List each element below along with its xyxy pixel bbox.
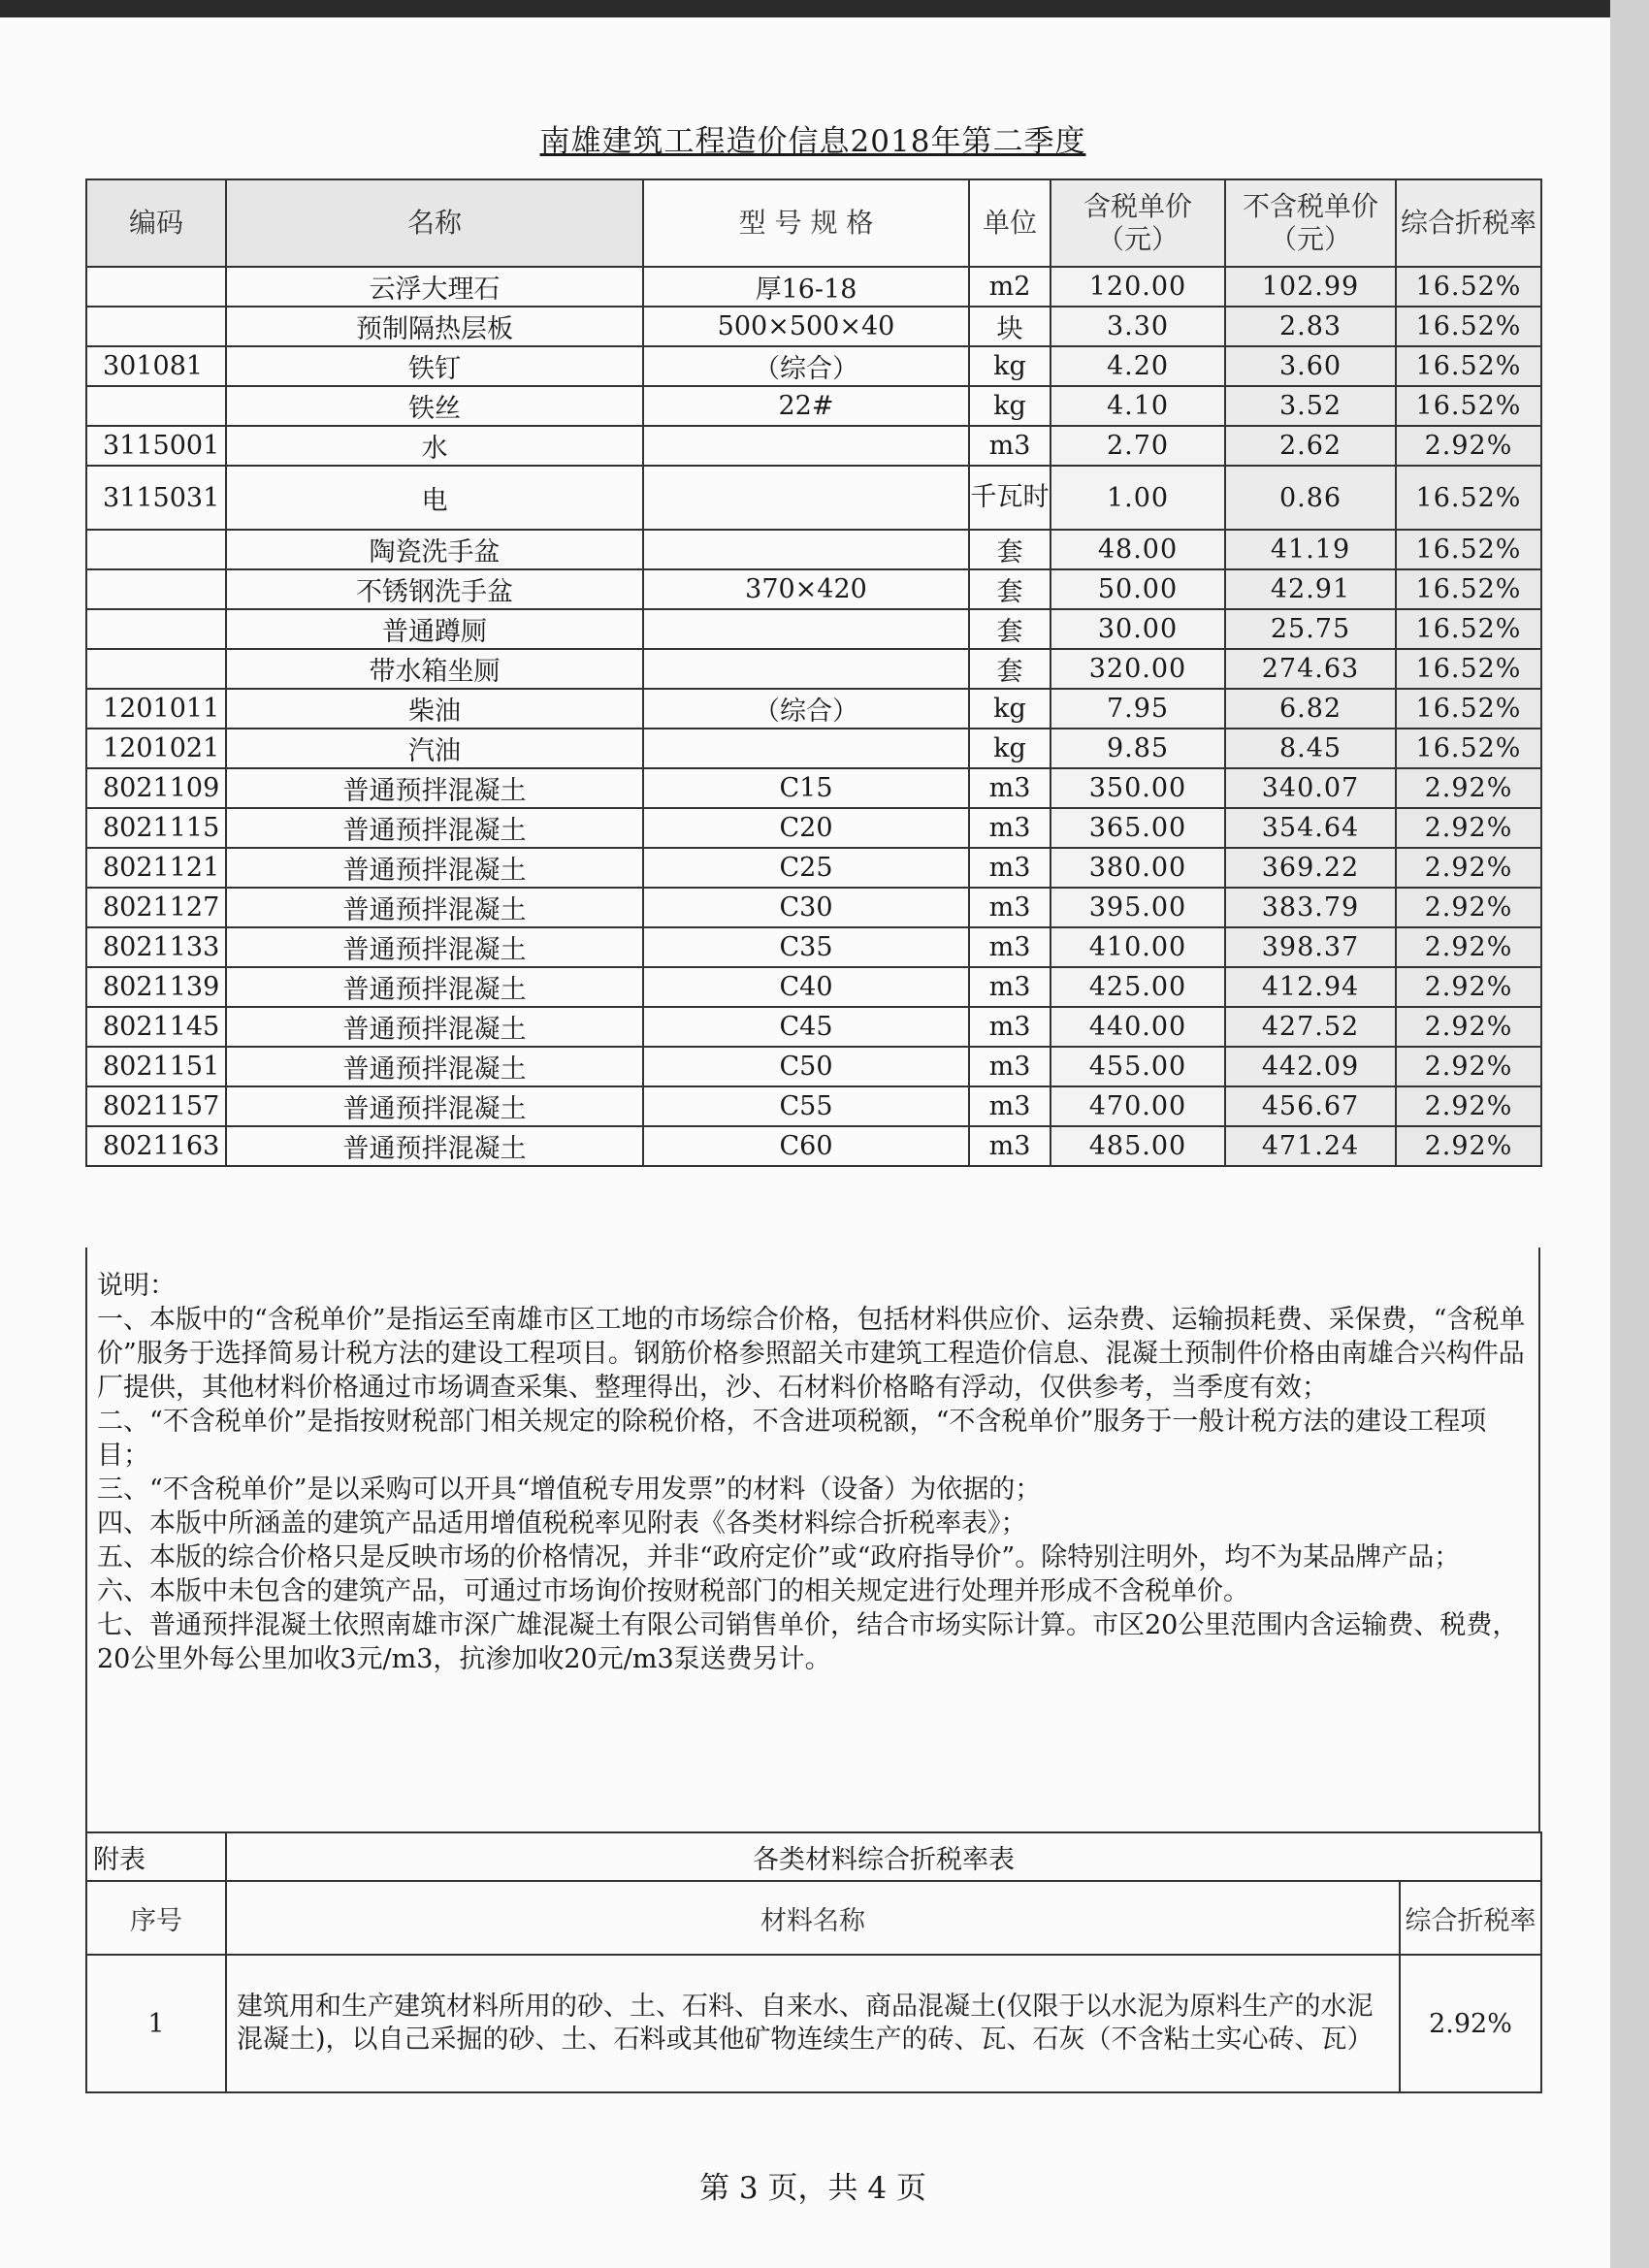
row-spec <box>643 530 969 569</box>
row-code: 8021121 <box>86 848 226 888</box>
row-price-incl-tax: 7.95 <box>1051 689 1225 729</box>
row-tax-rate: 2.92% <box>1396 808 1541 848</box>
row-code: 8021109 <box>86 768 226 808</box>
price-row <box>86 346 1541 386</box>
row-tax-rate: 16.52% <box>1396 307 1541 346</box>
row-spec: C30 <box>643 888 969 927</box>
row-name: 预制隔热层板 <box>226 307 643 346</box>
row-code <box>86 307 226 346</box>
row-code <box>86 530 226 569</box>
row-code: 1201011 <box>86 689 226 729</box>
appendix-title-row <box>86 1832 1541 1881</box>
row-spec: C20 <box>643 808 969 848</box>
row-price-incl-tax: 365.00 <box>1051 808 1225 848</box>
row-price-incl-tax: 9.85 <box>1051 729 1225 768</box>
row-price-incl-tax: 485.00 <box>1051 1126 1225 1166</box>
appendix-table <box>85 1831 1542 2093</box>
row-name: 不锈钢洗手盆 <box>226 569 643 609</box>
row-tax-rate: 16.52% <box>1396 689 1541 729</box>
price-table <box>85 178 1542 1167</box>
row-code: 3115001 <box>86 426 226 466</box>
row-spec <box>643 466 969 530</box>
row-code <box>86 267 226 307</box>
row-tax-rate: 16.52% <box>1396 729 1541 768</box>
page-footer: 第 3 页，共 4 页 <box>699 2171 926 2206</box>
row-tax-rate: 2.92% <box>1396 848 1541 888</box>
row-spec: C50 <box>643 1047 969 1086</box>
document-page <box>0 17 1610 2268</box>
row-spec: 厚16-18 <box>643 267 969 307</box>
note-item: 二、“不含税单价”是指按财税部门相关规定的除税价格，不含进项税额，“不含税单价”服务于一般计税方法的建设工程项目； <box>97 1407 1487 1471</box>
row-spec <box>643 729 969 768</box>
price-row <box>86 1047 1541 1086</box>
row-spec: （综合） <box>643 689 969 729</box>
scan-edge-right <box>1610 0 1649 2268</box>
unit-text: m3 <box>988 1091 1031 1121</box>
row-unit <box>969 848 1051 888</box>
row-price-incl-tax: 4.10 <box>1051 386 1225 426</box>
row-unit <box>969 1047 1051 1086</box>
price-row <box>86 927 1541 967</box>
row-tax-rate: 2.92% <box>1396 1007 1541 1047</box>
appendix-title: 各类材料综合折税率表 <box>226 1832 1541 1881</box>
row-tax-rate: 2.92% <box>1396 1047 1541 1086</box>
row-spec: C40 <box>643 967 969 1007</box>
row-price-incl-tax: 3.30 <box>1051 307 1225 346</box>
row-price-excl-tax: 41.19 <box>1225 530 1396 569</box>
row-price-incl-tax: 48.00 <box>1051 530 1225 569</box>
row-tax-rate: 16.52% <box>1396 346 1541 386</box>
row-price-incl-tax: 30.00 <box>1051 609 1225 649</box>
row-tax-rate: 16.52% <box>1396 649 1541 689</box>
row-price-incl-tax: 4.20 <box>1051 346 1225 386</box>
page-title: 南雄建筑工程造价信息2018年第二季度 <box>539 124 1086 159</box>
row-name: 普通预拌混凝土 <box>226 768 643 808</box>
row-price-incl-tax: 50.00 <box>1051 569 1225 609</box>
row-name: 普通预拌混凝土 <box>226 888 643 927</box>
price-row <box>86 267 1541 307</box>
row-price-excl-tax: 354.64 <box>1225 808 1396 848</box>
header-spec: 型 号 规 格 <box>643 179 969 267</box>
row-price-incl-tax: 425.00 <box>1051 967 1225 1007</box>
appendix-label: 附表 <box>86 1832 226 1881</box>
note-item: 六、本版中未包含的建筑产品，可通过市场询价按财税部门的相关规定进行处理并形成不含税单价。 <box>97 1576 1249 1606</box>
row-name: 普通蹲厕 <box>226 609 643 649</box>
row-code: 8021133 <box>86 927 226 967</box>
price-row <box>86 768 1541 808</box>
appendix-header-name: 材料名称 <box>226 1881 1400 1955</box>
row-unit <box>969 1126 1051 1166</box>
row-code: 8021163 <box>86 1126 226 1166</box>
row-code: 8021115 <box>86 808 226 848</box>
row-tax-rate: 2.92% <box>1396 967 1541 1007</box>
header-unit: 单位 <box>969 179 1051 267</box>
row-price-excl-tax: 0.86 <box>1225 466 1396 530</box>
note-item: 七、普通预拌混凝土依照南雄市深广雄混凝土有限公司销售单价，结合市场实际计算。市区20公里范围内含运输费、税费，20公里外每公里加收3元/m3，抗渗加收20元/m3泵送费另计。 <box>97 1610 1519 1674</box>
row-tax-rate: 2.92% <box>1396 1126 1541 1166</box>
price-row <box>86 888 1541 927</box>
row-name: 汽油 <box>226 729 643 768</box>
price-table-header <box>86 179 1541 267</box>
row-price-excl-tax: 3.60 <box>1225 346 1396 386</box>
row-unit <box>969 808 1051 848</box>
row-tax-rate: 16.52% <box>1396 530 1541 569</box>
row-unit: kg <box>969 689 1051 729</box>
row-code: 8021151 <box>86 1047 226 1086</box>
appendix-header-no: 序号 <box>86 1881 226 1955</box>
row-name: 普通预拌混凝土 <box>226 967 643 1007</box>
row-price-incl-tax: 1.00 <box>1051 466 1225 530</box>
row-unit <box>969 1007 1051 1047</box>
notes-section <box>85 1247 1540 1833</box>
row-unit: kg <box>969 386 1051 426</box>
price-row <box>86 689 1541 729</box>
row-price-excl-tax: 456.67 <box>1225 1086 1396 1126</box>
row-unit <box>969 888 1051 927</box>
row-spec: C55 <box>643 1086 969 1126</box>
row-spec: 370×420 <box>643 569 969 609</box>
row-unit: 块 <box>969 307 1051 346</box>
row-name: 普通预拌混凝土 <box>226 1007 643 1047</box>
row-spec: C15 <box>643 768 969 808</box>
row-tax-rate: 16.52% <box>1396 466 1541 530</box>
price-row <box>86 1007 1541 1047</box>
row-tax-rate: 2.92% <box>1396 927 1541 967</box>
row-unit <box>969 267 1051 307</box>
unit-text: m3 <box>988 853 1031 883</box>
row-unit <box>969 1086 1051 1126</box>
row-unit: kg <box>969 729 1051 768</box>
row-price-excl-tax: 2.83 <box>1225 307 1396 346</box>
notes-heading: 说明： <box>97 1271 176 1301</box>
row-spec: C35 <box>643 927 969 967</box>
row-price-excl-tax: 25.75 <box>1225 609 1396 649</box>
header-name: 名称 <box>226 179 643 267</box>
row-code <box>86 569 226 609</box>
price-row <box>86 1086 1541 1126</box>
price-row <box>86 1126 1541 1166</box>
row-name: 带水箱坐厕 <box>226 649 643 689</box>
row-price-excl-tax: 102.99 <box>1225 267 1396 307</box>
row-spec: 22# <box>643 386 969 426</box>
price-row <box>86 307 1541 346</box>
row-spec <box>643 649 969 689</box>
row-code: 301081 <box>86 346 226 386</box>
row-price-incl-tax: 470.00 <box>1051 1086 1225 1126</box>
unit-text: m2 <box>988 272 1031 302</box>
note-item: 三、“不含税单价”是以采购可以开具“增值税专用发票”的材料（设备）为依据的； <box>97 1474 1042 1505</box>
unit-text: m3 <box>988 1052 1031 1082</box>
row-name: 铁钉 <box>226 346 643 386</box>
row-price-excl-tax: 6.82 <box>1225 689 1396 729</box>
row-tax-rate: 16.52% <box>1396 267 1541 307</box>
row-name: 普通预拌混凝土 <box>226 808 643 848</box>
row-unit <box>969 967 1051 1007</box>
row-spec: C25 <box>643 848 969 888</box>
row-tax-rate: 16.52% <box>1396 609 1541 649</box>
row-spec <box>643 609 969 649</box>
row-code: 8021157 <box>86 1086 226 1126</box>
row-tax-rate: 16.52% <box>1396 386 1541 426</box>
row-name: 普通预拌混凝土 <box>226 1086 643 1126</box>
row-price-excl-tax: 442.09 <box>1225 1047 1396 1086</box>
row-name: 普通预拌混凝土 <box>226 848 643 888</box>
row-spec: （综合） <box>643 346 969 386</box>
appendix-header-rate: 综合折税率 <box>1400 1881 1541 1955</box>
unit-text: m3 <box>988 773 1031 803</box>
row-unit: 套 <box>969 609 1051 649</box>
row-price-incl-tax: 410.00 <box>1051 927 1225 967</box>
row-code <box>86 649 226 689</box>
row-code: 8021145 <box>86 1007 226 1047</box>
row-price-incl-tax: 440.00 <box>1051 1007 1225 1047</box>
row-price-excl-tax: 427.52 <box>1225 1007 1396 1047</box>
unit-text: m3 <box>988 932 1031 962</box>
price-row <box>86 530 1541 569</box>
row-price-incl-tax: 380.00 <box>1051 848 1225 888</box>
appendix-header-row <box>86 1881 1541 1955</box>
row-name: 陶瓷洗手盆 <box>226 530 643 569</box>
price-row <box>86 386 1541 426</box>
row-price-excl-tax: 42.91 <box>1225 569 1396 609</box>
row-spec: C60 <box>643 1126 969 1166</box>
scan-edge-top <box>0 0 1649 17</box>
header-price-excl-tax: 不含税单价（元） <box>1225 179 1396 267</box>
row-price-excl-tax: 2.62 <box>1225 426 1396 466</box>
row-price-excl-tax: 3.52 <box>1225 386 1396 426</box>
row-price-excl-tax: 274.63 <box>1225 649 1396 689</box>
row-code: 8021139 <box>86 967 226 1007</box>
row-price-excl-tax: 412.94 <box>1225 967 1396 1007</box>
price-row <box>86 569 1541 609</box>
row-unit <box>969 426 1051 466</box>
price-table-body <box>86 267 1541 1166</box>
note-item: 四、本版中所涵盖的建筑产品适用增值税税率见附表《各类材料综合折税率表》； <box>97 1508 1027 1539</box>
price-row <box>86 729 1541 768</box>
price-row <box>86 808 1541 848</box>
price-row <box>86 609 1541 649</box>
row-unit: 套 <box>969 649 1051 689</box>
row-spec <box>643 426 969 466</box>
header-code: 编码 <box>86 179 226 267</box>
row-price-incl-tax: 455.00 <box>1051 1047 1225 1086</box>
row-price-excl-tax: 340.07 <box>1225 768 1396 808</box>
row-price-excl-tax: 8.45 <box>1225 729 1396 768</box>
row-tax-rate: 2.92% <box>1396 888 1541 927</box>
row-unit: 套 <box>969 569 1051 609</box>
row-price-incl-tax: 2.70 <box>1051 426 1225 466</box>
row-name: 水 <box>226 426 643 466</box>
row-name: 电 <box>226 466 643 530</box>
row-code: 8021127 <box>86 888 226 927</box>
row-name: 普通预拌混凝土 <box>226 1126 643 1166</box>
unit-text: m3 <box>988 1012 1031 1042</box>
unit-text: m3 <box>988 972 1031 1002</box>
row-name: 普通预拌混凝土 <box>226 1047 643 1086</box>
row-price-incl-tax: 350.00 <box>1051 768 1225 808</box>
row-price-excl-tax: 471.24 <box>1225 1126 1396 1166</box>
header-tax-rate: 综合折税率 <box>1396 179 1541 267</box>
row-name: 云浮大理石 <box>226 267 643 307</box>
row-code <box>86 609 226 649</box>
appendix-row-rate: 2.92% <box>1400 1955 1541 2092</box>
row-price-excl-tax: 369.22 <box>1225 848 1396 888</box>
appendix-row <box>86 1955 1541 2092</box>
row-code: 1201021 <box>86 729 226 768</box>
unit-text: m3 <box>988 892 1031 923</box>
row-tax-rate: 2.92% <box>1396 1086 1541 1126</box>
row-tax-rate: 2.92% <box>1396 426 1541 466</box>
header-price-incl-tax: 含税单价（元） <box>1051 179 1225 267</box>
row-unit: 千瓦时 <box>969 466 1051 530</box>
row-price-incl-tax: 395.00 <box>1051 888 1225 927</box>
row-name: 普通预拌混凝土 <box>226 927 643 967</box>
row-name: 铁丝 <box>226 386 643 426</box>
row-unit <box>969 927 1051 967</box>
row-code <box>86 386 226 426</box>
row-price-excl-tax: 398.37 <box>1225 927 1396 967</box>
price-row <box>86 426 1541 466</box>
row-unit: 套 <box>969 530 1051 569</box>
row-spec: C45 <box>643 1007 969 1047</box>
price-row <box>86 848 1541 888</box>
note-item: 一、本版中的“含税单价”是指运至南雄市区工地的市场综合价格，包括材料供应价、运杂费、运输损耗费、采保费，“含税单价”服务于选择简易计税方法的建设工程项目。钢筋价格参照韶关市建筑工程造价信息、混凝土预制件价格由南雄合兴构件品厂提供，其他材料价格通过市场调查采集、整理得出，沙、石材料价格略有浮动，仅供参考，当季度有效； <box>97 1305 1526 1403</box>
row-tax-rate: 16.52% <box>1396 569 1541 609</box>
row-spec: 500×500×40 <box>643 307 969 346</box>
appendix-row-no: 1 <box>86 1955 226 2092</box>
appendix-row-name: 建筑用和生产建筑材料所用的砂、土、石料、自来水、商品混凝土(仅限于以水泥为原料生产的水泥混凝土)，以自己采掘的砂、土、石料或其他矿物连续生产的砖、瓦、石灰（不含粘土实心砖、瓦） <box>226 1955 1400 2092</box>
row-tax-rate: 2.92% <box>1396 768 1541 808</box>
row-price-incl-tax: 120.00 <box>1051 267 1225 307</box>
row-price-excl-tax: 383.79 <box>1225 888 1396 927</box>
row-code: 3115031 <box>86 466 226 530</box>
row-price-incl-tax: 320.00 <box>1051 649 1225 689</box>
price-row <box>86 466 1541 530</box>
price-row <box>86 649 1541 689</box>
row-name: 柴油 <box>226 689 643 729</box>
row-unit: kg <box>969 346 1051 386</box>
note-item: 五、本版的综合价格只是反映市场的价格情况，并非“政府定价”或“政府指导价”。除特别注明外，均不为某品牌产品； <box>97 1542 1461 1572</box>
unit-text: m3 <box>988 431 1031 461</box>
unit-text: m3 <box>988 813 1031 843</box>
price-row <box>86 967 1541 1007</box>
row-unit <box>969 768 1051 808</box>
unit-text: m3 <box>988 1131 1031 1161</box>
